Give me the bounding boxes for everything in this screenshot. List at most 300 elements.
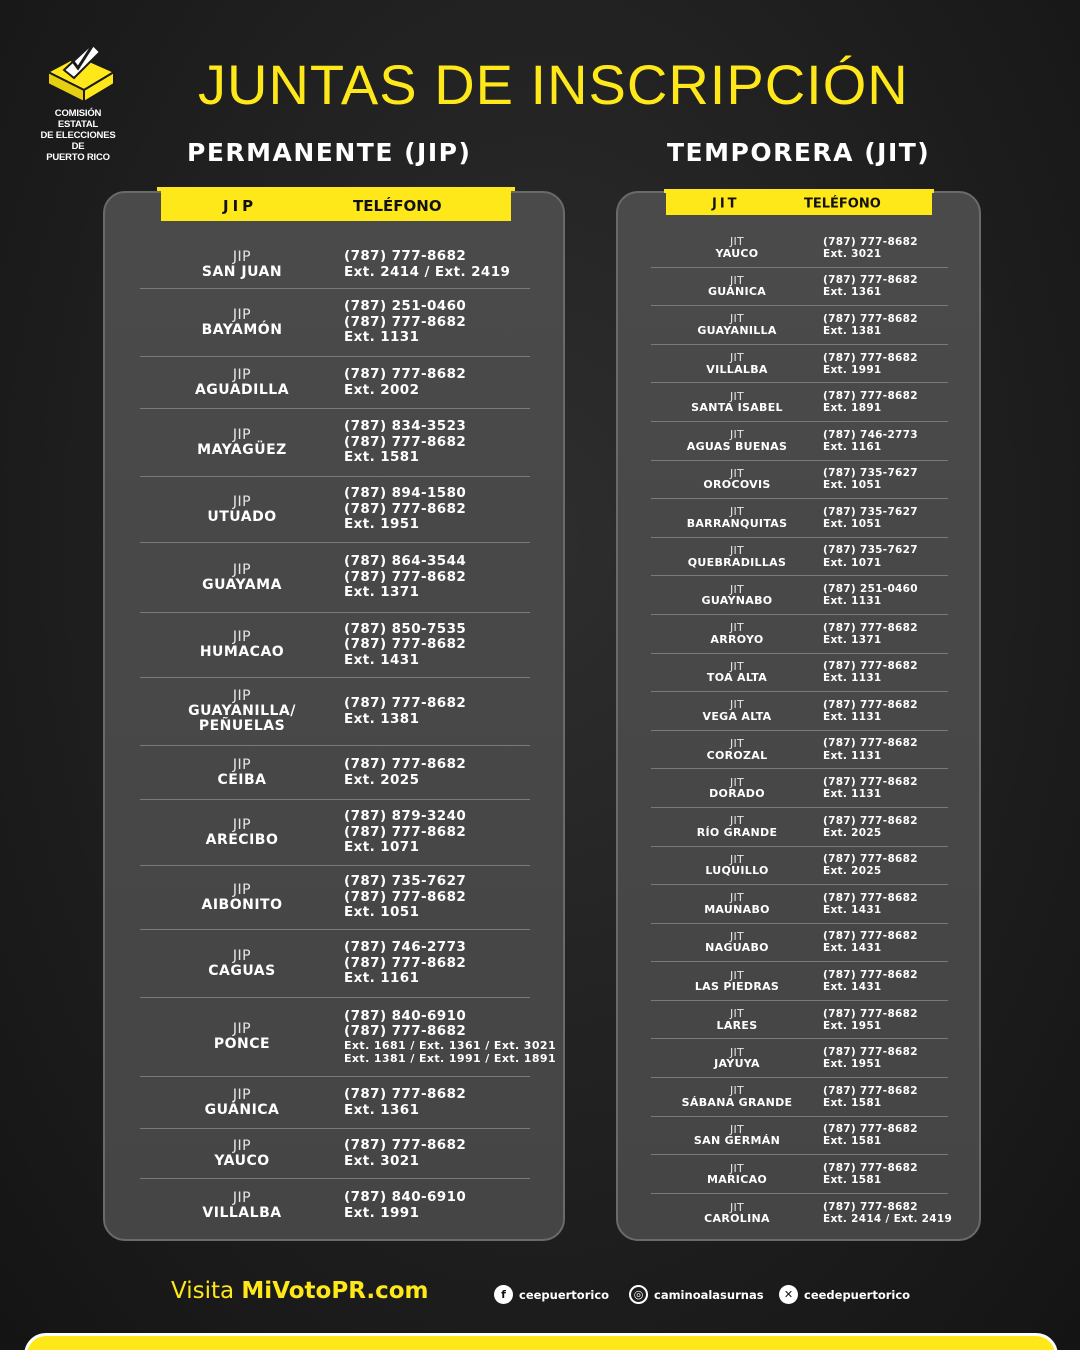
phone-list <box>823 815 948 839</box>
municipality-name: SÁBANA GRANDE <box>681 1095 793 1109</box>
phone-number: Ext. 2414 / Ext. 2419 <box>823 1213 953 1226</box>
board-location <box>140 758 344 787</box>
phone-number: (787) 777-8682 <box>823 776 918 789</box>
permanente-rows <box>140 241 557 1233</box>
phone-number: (787) 777-8682 <box>344 313 467 330</box>
municipality-name: YAUCO <box>715 246 759 260</box>
board-type-label: JIP <box>232 629 252 646</box>
table-row <box>140 357 530 409</box>
municipality-name: COROZAL <box>706 748 768 762</box>
phone-number: (787) 777-8682 <box>344 1023 467 1040</box>
phone-number: (787) 777-8682 <box>823 853 918 866</box>
table-row <box>140 289 530 357</box>
phone-list <box>823 622 948 646</box>
board-type-label: JIT <box>729 389 745 403</box>
phone-number: Ext. 1051 <box>344 904 420 921</box>
table-row <box>651 808 948 847</box>
table-row <box>651 538 948 577</box>
board-location <box>651 738 823 761</box>
phone-list <box>823 969 948 993</box>
phone-number: Ext. 1051 <box>823 479 882 492</box>
phone-number: (787) 850-7535 <box>344 620 467 637</box>
board-type-label: JIT <box>729 852 745 866</box>
municipality-name: RÍO GRANDE <box>696 825 778 839</box>
phone-number: (787) 777-8682 <box>823 930 918 943</box>
temporera-table <box>616 191 981 1241</box>
table-row <box>651 731 948 770</box>
table-row <box>651 576 948 615</box>
municipality-name: YAUCO <box>214 1152 270 1169</box>
phone-number: (787) 777-8682 <box>823 235 918 248</box>
phone-number: (787) 777-8682 <box>344 1136 467 1153</box>
municipality-name: ARROYO <box>710 632 764 646</box>
municipality-name: SAN GERMÁN <box>693 1134 781 1148</box>
phone-number: (787) 777-8682 <box>344 568 467 585</box>
table-row <box>140 800 530 866</box>
cee-logo <box>34 30 122 163</box>
phone-number: (787) 777-8682 <box>823 621 918 634</box>
municipality-name: DORADO <box>709 787 765 801</box>
phone-number: Ext. 1131 <box>344 329 420 346</box>
permanente-table <box>103 191 565 1241</box>
phone-number: (787) 840-6910 <box>344 1189 467 1206</box>
phone-number: Ext. 1991 <box>823 363 882 376</box>
board-location <box>651 854 823 877</box>
permanente-table-header <box>161 187 511 221</box>
phone-number: (787) 777-8682 <box>344 823 467 840</box>
table-row <box>140 1129 530 1179</box>
phone-number: Ext. 2025 <box>344 771 420 788</box>
phone-number: (787) 777-8682 <box>823 737 918 750</box>
temporera-table-header <box>666 189 932 215</box>
cee-logo-text: COMISIÓN ESTATAL DE ELECCIONES DE PUERTO RICO <box>40 108 116 163</box>
municipality-name: NAGUABO <box>705 941 769 955</box>
phone-number: Ext. 3021 <box>344 1152 420 1169</box>
board-type-label: JIP <box>232 1021 252 1038</box>
phone-number: Ext. 2414 / Ext. 2419 <box>344 263 511 280</box>
phone-number: (787) 746-2773 <box>344 939 467 956</box>
phone-list <box>823 737 948 761</box>
phone-number: Ext. 1131 <box>823 710 882 723</box>
table-row <box>651 268 948 307</box>
municipality-name: VEGA ALTA <box>702 709 772 723</box>
municipality-name: MARICAO <box>706 1173 768 1187</box>
municipality-name: GUAYAMA <box>202 576 282 593</box>
phone-number: Ext. 1161 <box>344 970 420 987</box>
phone-list <box>823 429 948 453</box>
municipality-name: HUMACAO <box>199 644 285 660</box>
phone-number: Ext. 1051 <box>823 517 882 530</box>
board-type-label: JIT <box>729 775 745 789</box>
phone-number: (787) 777-8682 <box>823 814 918 827</box>
municipality-name: BAYAMÓN <box>201 321 283 338</box>
board-location <box>651 236 823 259</box>
table-row <box>140 930 530 998</box>
table-row <box>140 678 530 746</box>
municipality-name: GUAYANILLA <box>697 323 777 337</box>
board-location <box>140 1139 344 1168</box>
temporera-rows <box>651 229 953 1232</box>
phone-list <box>823 1085 948 1109</box>
municipality-name: GUÁNICA <box>707 285 767 299</box>
ballot-box-check-icon <box>34 30 122 110</box>
table-row <box>140 998 557 1077</box>
phone-list <box>823 236 948 260</box>
phone-number: (787) 777-8682 <box>344 694 467 711</box>
municipality-name: UTUADO <box>207 508 277 525</box>
board-location <box>140 428 344 457</box>
phone-list <box>344 554 530 601</box>
facebook-icon: f <box>494 1285 513 1304</box>
phone-list <box>823 892 948 916</box>
board-type-label: JIP <box>232 561 252 578</box>
board-location <box>140 368 344 397</box>
table-row <box>651 422 948 461</box>
board-location <box>651 1163 823 1186</box>
board-type-label: JIT <box>729 1122 745 1136</box>
phone-list <box>344 1138 530 1169</box>
table-row <box>140 613 530 678</box>
phone-number: Ext. 1581 <box>823 1096 882 1109</box>
social-instagram[interactable] <box>629 1285 764 1304</box>
instagram-icon: ◎ <box>629 1285 648 1304</box>
temporera-title: TEMPORERA (JIT) <box>667 138 931 167</box>
phone-number: Ext. 1381 <box>823 324 882 337</box>
board-type-label: JIT <box>729 736 745 750</box>
board-location <box>651 1047 823 1070</box>
board-type-label: JIT <box>729 312 745 326</box>
board-type-label: JIP <box>232 881 252 898</box>
phone-number: Ext. 1131 <box>823 749 882 762</box>
x-twitter-icon: ✕ <box>779 1285 798 1304</box>
table-row <box>651 1194 953 1233</box>
table-row <box>651 1001 948 1040</box>
table-row <box>651 885 948 924</box>
phone-number: (787) 735-7627 <box>823 544 918 557</box>
phone-number: (787) 777-8682 <box>344 365 467 382</box>
phone-number: (787) 777-8682 <box>344 755 467 772</box>
board-location <box>140 1088 344 1117</box>
phone-number: (787) 834-3523 <box>344 418 467 435</box>
phone-number: Ext. 3021 <box>823 247 882 260</box>
table-row <box>651 654 948 693</box>
board-type-label: JIT <box>729 582 745 596</box>
phone-number: (787) 777-8682 <box>344 433 467 450</box>
municipality-name: TOA ALTA <box>706 671 768 685</box>
phone-number: (787) 777-8682 <box>344 1085 467 1102</box>
board-type-label: JIP <box>232 1137 252 1154</box>
phone-number: Ext. 1891 <box>823 402 882 415</box>
phone-number: (787) 777-8682 <box>823 274 918 287</box>
phone-number: Ext. 2002 <box>344 381 420 398</box>
phone-number: (787) 894-1580 <box>344 485 467 502</box>
table-row <box>140 543 530 613</box>
phone-number: Ext. 1431 <box>823 903 882 916</box>
phone-number: Ext. 1431 <box>823 981 882 994</box>
board-type-label: JIT <box>729 1200 745 1214</box>
phone-number: (787) 777-8682 <box>344 954 467 971</box>
phone-list <box>344 874 530 921</box>
board-type-label: JIT <box>729 235 745 249</box>
phone-number: Ext. 1361 <box>823 286 882 299</box>
phone-list <box>344 757 530 788</box>
visit-website-link[interactable] <box>171 1278 428 1304</box>
phone-number: (787) 746-2773 <box>823 428 918 441</box>
page-title: JUNTAS DE INSCRIPCIÓN <box>198 53 909 116</box>
board-type-label: JIT <box>729 698 745 712</box>
board-type-label: JIP <box>232 248 252 265</box>
phone-list <box>823 1162 948 1186</box>
board-location <box>140 563 344 592</box>
board-type-label: JIT <box>729 544 745 557</box>
phone-number: (787) 735-7627 <box>823 505 918 518</box>
phone-number: Ext. 1431 <box>344 651 420 668</box>
board-location <box>651 1202 823 1225</box>
municipality-name: VILLALBA <box>706 362 768 376</box>
social-handle: caminoalasurnas <box>654 1287 764 1302</box>
phone-number: (787) 251-0460 <box>823 583 918 596</box>
table-row <box>651 499 948 538</box>
phone-list <box>344 419 530 466</box>
municipality-name: SANTA ISABEL <box>691 401 783 415</box>
phone-list <box>344 486 530 533</box>
phone-list <box>823 853 948 877</box>
phone-number: Ext. 1431 <box>823 942 882 955</box>
board-location <box>651 584 823 607</box>
phone-number: Ext. 1131 <box>823 788 882 801</box>
board-type-label: JIT <box>729 1007 745 1021</box>
phone-number: Ext. 1371 <box>344 584 420 601</box>
board-type-label: JIT <box>729 814 745 828</box>
municipality-name: CAROLINA <box>704 1212 770 1226</box>
phone-number: Ext. 1581 <box>344 449 420 466</box>
table-row <box>651 615 948 654</box>
phone-number: (787) 777-8682 <box>823 390 918 403</box>
board-location <box>651 622 823 645</box>
phone-number: (787) 777-8682 <box>344 636 467 653</box>
municipality-name: LARES <box>716 1018 758 1032</box>
municipality-name: GUAYNABO <box>701 594 773 608</box>
municipality-name: AGUADILLA <box>194 381 290 398</box>
table-row <box>651 1117 948 1156</box>
table-row <box>651 924 948 963</box>
social-handle: ceepuertorico <box>519 1287 610 1302</box>
phone-number: Ext. 2025 <box>823 865 882 878</box>
phone-number: (787) 735-7627 <box>823 467 918 480</box>
phone-list <box>823 352 948 376</box>
municipality-name: GUAYANILLA/ PEÑUELAS <box>188 703 296 734</box>
phone-number: (787) 777-8682 <box>823 891 918 904</box>
board-type-label: JIT <box>729 1045 745 1059</box>
phone-number: (787) 840-6910 <box>344 1007 467 1024</box>
phone-number: (787) 777-8682 <box>823 1084 918 1097</box>
board-location <box>651 506 823 529</box>
phone-list <box>344 1009 556 1065</box>
board-location <box>651 313 823 336</box>
header-col-jit: JIT <box>712 196 740 212</box>
board-location <box>140 250 344 279</box>
phone-list <box>344 940 530 987</box>
phone-number: (787) 777-8682 <box>823 1046 918 1059</box>
municipality-name: JAYUYA <box>714 1057 760 1071</box>
phone-list <box>823 930 948 954</box>
phone-number: Ext. 1071 <box>344 839 420 856</box>
phone-list <box>823 390 948 414</box>
phone-list <box>823 583 948 607</box>
municipality-name: LAS PIEDRAS <box>694 980 780 994</box>
municipality-name: OROCOVIS <box>703 478 771 492</box>
table-row <box>651 1155 948 1194</box>
board-location <box>140 883 344 912</box>
phone-number: (787) 879-3240 <box>344 808 467 825</box>
board-location <box>140 818 344 847</box>
phone-list <box>344 249 530 280</box>
phone-list <box>823 1046 948 1070</box>
table-row <box>651 962 948 1001</box>
phone-list <box>344 367 530 398</box>
header-col-telefono: TELÉFONO <box>804 196 881 212</box>
table-row <box>140 409 530 477</box>
board-type-label: JIP <box>232 1086 252 1103</box>
phone-number: Ext. 1581 <box>823 1174 882 1187</box>
permanente-title: PERMANENTE (JIP) <box>187 138 472 167</box>
phone-number: (787) 777-8682 <box>344 888 467 905</box>
phone-list <box>823 544 948 568</box>
table-row <box>651 306 948 345</box>
board-type-label: JIP <box>232 366 252 383</box>
phone-number: Ext. 1951 <box>344 516 420 533</box>
phone-number: Ext. 1071 <box>823 556 882 569</box>
phone-number: (787) 777-8682 <box>823 312 918 325</box>
table-row <box>140 241 530 289</box>
board-location <box>140 1022 344 1051</box>
table-row <box>140 1077 530 1129</box>
municipality-name: MAUNABO <box>704 902 770 916</box>
municipality-name: CEIBA <box>217 771 267 788</box>
board-location <box>140 630 344 659</box>
phone-number: Ext. 1361 <box>344 1101 420 1118</box>
phone-list <box>823 1123 948 1147</box>
table-row <box>651 383 948 422</box>
table-row <box>140 1179 530 1233</box>
board-location <box>651 661 823 684</box>
board-location <box>651 892 823 915</box>
table-row <box>651 769 948 808</box>
phone-number: (787) 777-8682 <box>823 969 918 982</box>
board-type-label: JIT <box>729 891 745 905</box>
social-facebook[interactable] <box>494 1285 609 1304</box>
board-type-label: JIP <box>232 756 252 773</box>
municipality-name: GUÁNICA <box>204 1101 280 1118</box>
board-location <box>651 931 823 954</box>
table-row <box>651 692 948 731</box>
board-type-label: JIT <box>729 929 745 943</box>
municipality-name: VILLALBA <box>202 1205 282 1221</box>
board-location <box>651 777 823 800</box>
table-row <box>651 847 948 886</box>
table-row <box>651 461 948 500</box>
visit-prefix: Visita <box>171 1278 242 1304</box>
website-url[interactable]: MiVotoPR.com <box>241 1278 429 1304</box>
phone-number: Ext. 1991 <box>344 1205 420 1221</box>
phone-number: (787) 777-8682 <box>823 1123 918 1136</box>
municipality-name: PONCE <box>213 1036 271 1052</box>
phone-number: (787) 777-8682 <box>823 1007 918 1020</box>
phone-number: Ext. 1381 / Ext. 1991 / Ext. 1891 <box>344 1051 557 1065</box>
phone-number: (787) 777-8682 <box>823 351 918 364</box>
board-location <box>140 949 344 978</box>
board-type-label: JIT <box>729 621 745 635</box>
board-location <box>140 1191 344 1220</box>
phone-list <box>823 776 948 800</box>
board-type-label: JIT <box>729 1084 745 1098</box>
municipality-name: LUQUILLO <box>705 864 769 878</box>
phone-number: (787) 251-0460 <box>344 298 467 315</box>
header-col-telefono: TELÉFONO <box>353 197 442 215</box>
board-location <box>651 970 823 993</box>
board-type-label: JIT <box>729 505 745 519</box>
phone-number: (787) 777-8682 <box>823 698 918 711</box>
phone-list <box>823 274 948 298</box>
phone-list <box>823 467 948 491</box>
social-x[interactable] <box>779 1285 910 1304</box>
board-location <box>651 545 823 568</box>
municipality-name: AGUAS BUENAS <box>686 439 788 453</box>
phone-number: (787) 777-8682 <box>823 1161 918 1174</box>
phone-number: Ext. 1951 <box>823 1019 882 1032</box>
phone-number: (787) 735-7627 <box>344 873 467 890</box>
board-location <box>651 815 823 838</box>
municipality-name: MAYAGÜEZ <box>197 441 287 458</box>
phone-number: (787) 777-8682 <box>823 660 918 673</box>
phone-list <box>823 699 948 723</box>
phone-list <box>344 299 530 346</box>
table-row <box>651 1039 948 1078</box>
phone-number: Ext. 2025 <box>823 826 882 839</box>
board-location <box>651 699 823 722</box>
phone-number: (787) 777-8682 <box>823 1201 918 1214</box>
phone-number: Ext. 1161 <box>823 440 882 453</box>
municipality-name: QUEBRADILLAS <box>687 555 787 569</box>
table-row <box>140 746 530 800</box>
municipality-name: BARRANQUITAS <box>686 516 788 530</box>
phone-number: Ext. 1381 <box>344 710 420 727</box>
board-location <box>651 1124 823 1147</box>
phone-list <box>344 696 530 727</box>
board-type-label: JIT <box>729 273 745 287</box>
phone-number: (787) 777-8682 <box>344 500 467 517</box>
board-type-label: JIT <box>729 466 745 480</box>
board-type-label: JIT <box>729 428 745 442</box>
phone-number: Ext. 1951 <box>823 1058 882 1071</box>
phone-list <box>823 1201 952 1225</box>
phone-number: Ext. 1581 <box>823 1135 882 1148</box>
table-row <box>651 229 948 268</box>
board-type-label: JIP <box>232 426 252 443</box>
phone-number: Ext. 1681 / Ext. 1361 / Ext. 3021 <box>344 1038 557 1052</box>
social-handle: ceedepuertorico <box>804 1287 911 1302</box>
phone-list <box>344 1190 530 1221</box>
phone-list <box>823 1008 948 1032</box>
board-location <box>651 468 823 491</box>
phone-list <box>823 506 948 530</box>
board-location <box>651 429 823 452</box>
bottom-accent-bar <box>24 1333 1058 1350</box>
board-type-label: JIP <box>232 306 252 323</box>
phone-number: (787) 777-8682 <box>344 247 467 264</box>
phone-number: (787) 864-3544 <box>344 553 467 570</box>
table-row <box>651 345 948 384</box>
